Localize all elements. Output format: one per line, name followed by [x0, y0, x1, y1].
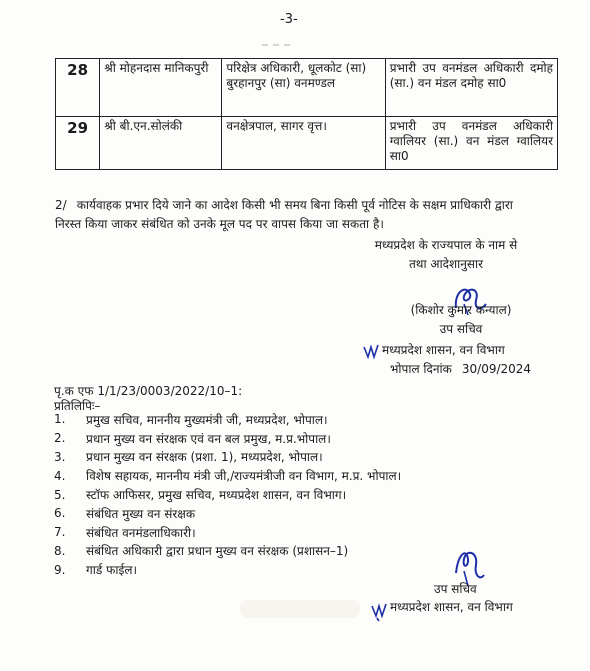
- item-number: 4.: [54, 468, 66, 483]
- signatory-name: (किशोर कुमार कन्याल): [410, 303, 512, 317]
- item-number: 9.: [54, 562, 66, 577]
- item-number: 5.: [54, 487, 66, 502]
- signatory-block: [386, 301, 536, 338]
- officer-name: श्री बी.एन.सोलंकी: [100, 117, 222, 170]
- signatory-title: उप सचिव: [439, 321, 483, 336]
- list-item: [54, 410, 401, 429]
- scan-artifact: [262, 44, 290, 54]
- serial-number: 29: [56, 117, 100, 170]
- item-text: प्रधान मुख्य वन संरक्षक (प्रशा. 1), मध्यप्रदेश, भोपाल।: [86, 450, 323, 465]
- charge-post: प्रभारी उप वनमंडल अधिकारी ग्वालियर (सा.) वन मंडल ग्वालियर सा0: [385, 117, 557, 170]
- item-number: 7.: [54, 525, 66, 540]
- item-number: 1.: [54, 412, 66, 427]
- charge-post: प्रभारी उप वनमंडल अधिकारी दमोह (सा.) वन मंडल दमोह सा0: [385, 59, 557, 117]
- item-text: संबंधित मुख्य वन संरक्षक: [86, 506, 196, 521]
- current-post: वनक्षेत्रपाल, सागर वृत्त।: [222, 117, 385, 170]
- paragraph-line-2: निरस्त किया जाकर संबंधित को उनके मूल पद पर वापस किया जा सकता है।: [55, 217, 384, 232]
- officer-table: [55, 58, 558, 170]
- list-item: [54, 485, 401, 504]
- list-item: [54, 542, 401, 561]
- reference-number: पृ.क एफ 1/1/23/0003/2022/10–1:: [54, 384, 243, 398]
- governor-line-1: मध्यप्रदेश के राज्यपाल के नाम से: [374, 238, 518, 252]
- department-line: मध्यप्रदेश शासन, वन विभाग: [382, 343, 505, 357]
- list-item: [54, 429, 401, 448]
- list-item: [54, 504, 401, 523]
- item-text: गार्ड फाईल।: [86, 563, 138, 578]
- page-number: -3-: [280, 12, 298, 27]
- item-number: 2.: [54, 431, 66, 446]
- serial-number: 28: [56, 59, 100, 117]
- list-item: [54, 523, 401, 542]
- copy-to-label: प्रतिलिपिः–: [54, 399, 101, 413]
- item-number: 8.: [54, 543, 66, 558]
- date-label: भोपाल दिनांक: [390, 362, 452, 376]
- item-text: प्रमुख सचिव, माननीय मुख्यमंत्री जी, मध्यप्रदेश, भोपाल।: [86, 412, 328, 427]
- initial-mark: [362, 341, 382, 361]
- table-row: [56, 59, 558, 117]
- item-text: प्रधान मुख्य वन संरक्षक एवं वन बल प्रमुख, म.प्र.भोपाल।: [86, 431, 331, 446]
- paragraph-line-1: कार्यवाहक प्रभार दिये जाने का आदेश किसी भी समय बिना किसी पूर्व नोटिस के सक्षम प्राधिकारी द्वारा: [76, 198, 513, 212]
- table-row: [56, 117, 558, 170]
- initial-mark: [370, 600, 390, 622]
- item-number: 6.: [54, 506, 66, 521]
- paragraph-number: 2/: [55, 198, 67, 212]
- order-paragraph: [55, 196, 560, 234]
- item-text: विशेष सहायक, माननीय मंत्री जी,/राज्यमंत्रीजी वन विभाग, म.प्र. भोपाल।: [86, 469, 402, 484]
- list-item: [54, 560, 401, 579]
- governor-authority: [336, 236, 556, 274]
- signatory-title: उप सचिव: [434, 582, 477, 596]
- date-line: [390, 360, 531, 377]
- department-line: मध्यप्रदेश शासन, वन विभाग: [390, 600, 513, 614]
- list-item: [54, 448, 401, 467]
- item-number: 3.: [54, 449, 66, 464]
- copy-list: [54, 410, 401, 579]
- item-text: संबंधित वनमंडलाधिकारी।: [86, 525, 196, 540]
- date-value: 30/09/2024: [461, 362, 532, 376]
- item-text: संबंधित अधिकारी द्वारा प्रधान मुख्य वन संरक्षक (प्रशासन–1): [86, 544, 349, 559]
- list-item: [54, 466, 401, 485]
- governor-line-2: तथा आदेशानुसार: [408, 257, 484, 272]
- officer-name: श्री मोहनदास मानिकपुरी: [100, 59, 222, 117]
- scan-artifact: [240, 600, 360, 618]
- item-text: स्टॉफ आफिसर, प्रमुख सचिव, मध्यप्रदेश शासन, वन विभाग।: [86, 488, 347, 503]
- current-post: परिक्षेत्र अधिकारी, धूलकोट (सा) बुरहानपुर (सा) वनमण्डल: [222, 59, 385, 117]
